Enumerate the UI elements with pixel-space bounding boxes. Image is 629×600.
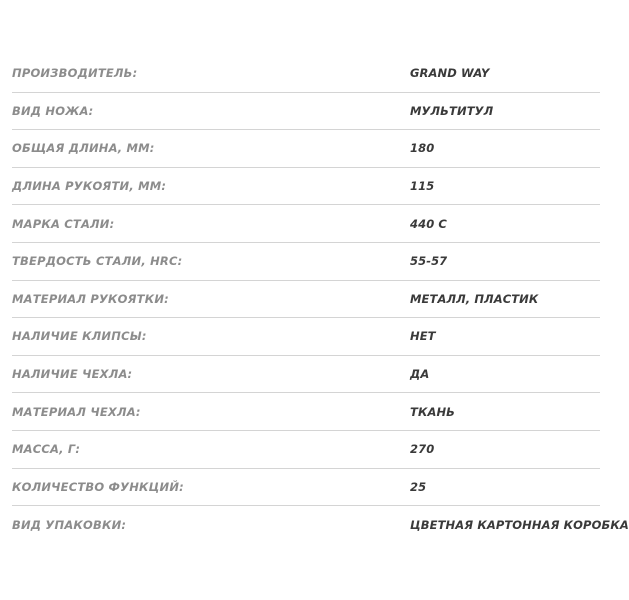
- spec-value: НЕТ: [410, 329, 436, 344]
- spec-row-total-length: [12, 130, 600, 168]
- spec-label: КОЛИЧЕСТВО ФУНКЦИЙ:: [12, 479, 184, 494]
- spec-value: ДА: [410, 367, 430, 382]
- spec-row-weight: [12, 431, 600, 469]
- spec-value: ЦВЕТНАЯ КАРТОННАЯ КОРОБКА: [410, 517, 629, 532]
- spec-label: ВИД УПАКОВКИ:: [12, 517, 127, 532]
- spec-row-knife-type: [12, 93, 600, 131]
- spec-row-handle-length: [12, 168, 600, 206]
- spec-value: 180: [410, 141, 435, 156]
- spec-label: МАТЕРИАЛ ЧЕХЛА:: [12, 404, 141, 419]
- spec-value: 115: [410, 179, 435, 194]
- spec-label: МАССА, Г:: [12, 442, 81, 457]
- spec-row-handle-material: [12, 281, 600, 319]
- spec-row-functions-count: [12, 469, 600, 507]
- spec-row-packaging: [12, 506, 629, 544]
- spec-row-steel-grade: [12, 205, 600, 243]
- spec-value: ТКАНЬ: [410, 404, 456, 419]
- spec-value: 440 С: [410, 216, 447, 231]
- spec-label: МАРКА СТАЛИ:: [12, 216, 115, 231]
- spec-row-manufacturer: [12, 55, 600, 93]
- spec-label: ВИД НОЖА:: [12, 103, 94, 118]
- spec-label: ПРОИЗВОДИТЕЛЬ:: [12, 66, 138, 81]
- spec-value: GRAND WAY: [410, 66, 490, 81]
- spec-value: МЕТАЛЛ, ПЛАСТИК: [410, 291, 539, 306]
- spec-row-steel-hardness: [12, 243, 600, 281]
- spec-label: ТВЕРДОСТЬ СТАЛИ, HRC:: [12, 254, 183, 269]
- spec-value: 270: [410, 442, 435, 457]
- spec-row-clip: [12, 318, 600, 356]
- spec-value: 55-57: [410, 254, 448, 269]
- spec-row-sheath-material: [12, 393, 600, 431]
- spec-label: ОБЩАЯ ДЛИНА, ММ:: [12, 141, 155, 156]
- spec-label: МАТЕРИАЛ РУКОЯТКИ:: [12, 291, 169, 306]
- spec-value: МУЛЬТИТУЛ: [410, 103, 494, 118]
- spec-value: 25: [410, 479, 427, 494]
- specifications-table: [12, 55, 629, 544]
- spec-label: НАЛИЧИЕ ЧЕХЛА:: [12, 367, 133, 382]
- spec-label: ДЛИНА РУКОЯТИ, ММ:: [12, 179, 167, 194]
- spec-row-sheath: [12, 356, 600, 394]
- spec-label: НАЛИЧИЕ КЛИПСЫ:: [12, 329, 147, 344]
